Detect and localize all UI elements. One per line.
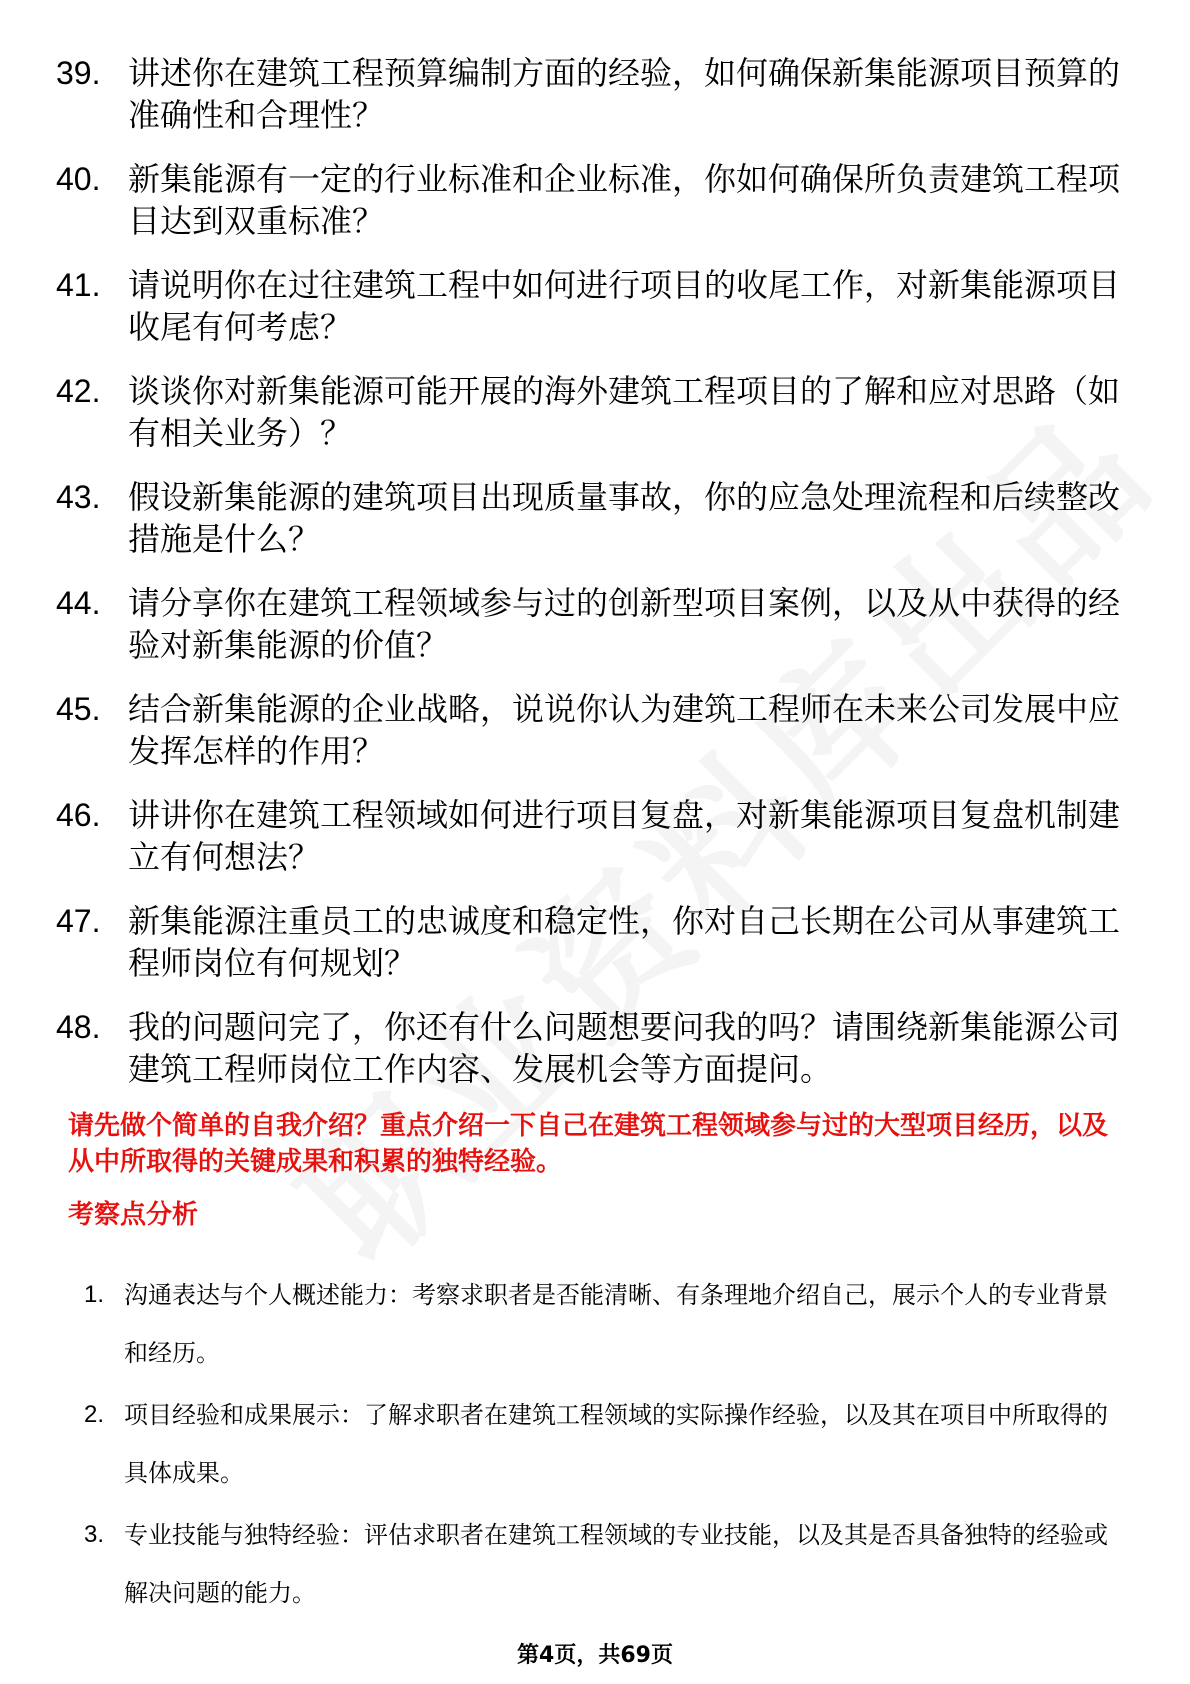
question-text: 请分享你在建筑工程领域参与过的创新型项目案例，以及从中获得的经验对新集能源的价值？ [128,584,1121,664]
list-item [56,158,1136,242]
list-item [56,264,1136,348]
list-item [56,52,1136,136]
list-item [56,476,1136,560]
question-number: 44. [56,585,101,621]
page-number: 第4页，共69页 [517,1643,673,1668]
highlight-question: 请先做个简单的自我介绍？重点介绍一下自己在建筑工程领域参与过的大型项目经历，以及从中所取得的关键成果和积累的独特经验。 [68,1111,1109,1177]
question-text: 假设新集能源的建筑项目出现质量事故，你的应急处理流程和后续整改措施是什么？ [128,478,1121,558]
question-number: 47. [56,903,101,939]
question-text: 结合新集能源的企业战略，说说你认为建筑工程师在未来公司发展中应发挥怎样的作用？ [128,690,1121,770]
question-number: 48. [56,1009,101,1045]
question-text: 谈谈你对新集能源可能开展的海外建筑工程项目的了解和应对思路（如有相关业务）？ [128,372,1121,452]
question-text: 讲讲你在建筑工程领域如何进行项目复盘，对新集能源项目复盘机制建立有何想法？ [128,796,1121,876]
question-text: 新集能源有一定的行业标准和企业标准，你如何确保所负责建筑工程项目达到双重标准？ [128,160,1121,240]
analysis-text: 项目经验和成果展示：了解求职者在建筑工程领域的实际操作经验，以及其在项目中所取得的具体成果。 [124,1401,1108,1487]
analysis-number: 3. [84,1521,105,1548]
question-number: 40. [56,161,101,197]
list-item [84,1386,1124,1502]
question-text: 讲述你在建筑工程预算编制方面的经验，如何确保新集能源项目预算的准确性和合理性？ [128,54,1121,134]
question-number: 45. [56,691,101,727]
question-text: 新集能源注重员工的忠诚度和稳定性，你对自己长期在公司从事建筑工程师岗位有何规划？ [128,902,1121,982]
question-number: 41. [56,267,101,303]
list-item [56,370,1136,454]
question-number: 43. [56,479,101,515]
question-number: 39. [56,55,101,91]
analysis-number: 2. [84,1401,105,1428]
list-item [84,1266,1124,1382]
list-item [56,582,1136,666]
list-item [56,794,1136,878]
question-text: 我的问题问完了，你还有什么问题想要问我的吗？请围绕新集能源公司建筑工程师岗位工作内容、发展机会等方面提问。 [128,1008,1121,1088]
list-item [56,1006,1136,1090]
analysis-list [84,1266,1124,1626]
list-item [56,688,1136,772]
analysis-heading: 考察点分析 [68,1200,199,1230]
list-item [84,1506,1124,1622]
list-item [56,900,1136,984]
question-number: 42. [56,373,101,409]
question-list [56,52,1136,1112]
question-text: 请说明你在过往建筑工程中如何进行项目的收尾工作，对新集能源项目收尾有何考虑？ [128,266,1121,346]
analysis-text: 沟通表达与个人概述能力：考察求职者是否能清晰、有条理地介绍自己，展示个人的专业背景和经历。 [124,1281,1108,1367]
analysis-text: 专业技能与独特经验：评估求职者在建筑工程领域的专业技能，以及其是否具备独特的经验或解决问题的能力。 [124,1521,1108,1607]
question-number: 46. [56,797,101,833]
analysis-number: 1. [84,1281,105,1308]
